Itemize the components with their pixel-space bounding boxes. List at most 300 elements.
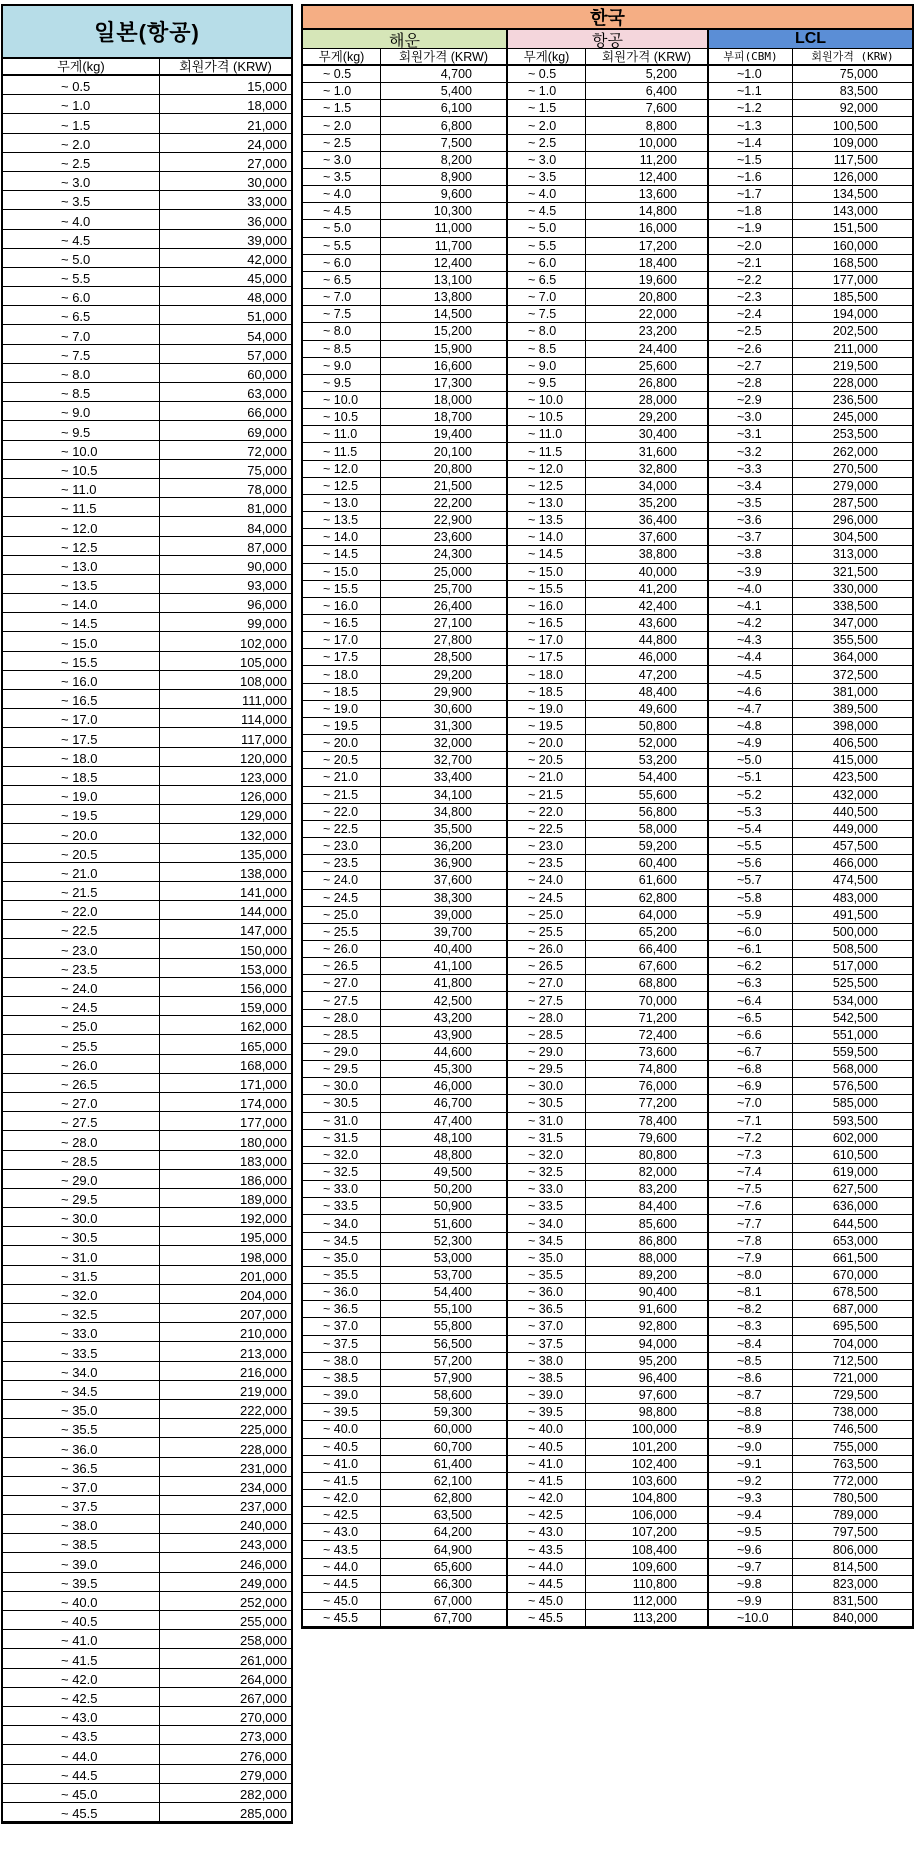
air-weight-cell: ~ 45.5: [508, 1610, 586, 1626]
weight-cell: ~ 36.5: [3, 1458, 160, 1476]
table-row: [303, 684, 912, 701]
price-cell: 129,000: [240, 808, 287, 824]
sea-price-cell: 15,200: [381, 323, 508, 339]
air-price-cell: 10,000: [586, 135, 709, 151]
lcl-volume-cell: ~6.2: [709, 958, 793, 974]
price-cell: 15,000: [247, 79, 287, 95]
sea-weight-cell: ~ 18.0: [303, 666, 381, 682]
sea-weight-cell: ~ 15.0: [303, 564, 381, 580]
sea-price-cell: 52,300: [381, 1233, 508, 1249]
lcl-volume-cell: ~1.6: [709, 169, 793, 185]
air-price-cell: 88,000: [586, 1250, 709, 1266]
sea-price-cell: 22,200: [381, 495, 508, 511]
sea-price-cell: 60,700: [381, 1439, 508, 1455]
korea-group-header: [303, 30, 912, 49]
table-row: [303, 238, 912, 255]
table-row: [3, 364, 291, 383]
lcl-volume-cell: ~7.8: [709, 1233, 793, 1249]
sea-price-cell: 29,900: [381, 684, 508, 700]
lcl-volume-cell: ~3.9: [709, 564, 793, 580]
japan-header-row: [3, 59, 291, 76]
price-cell: 228,000: [240, 1441, 287, 1457]
price-cell: 267,000: [240, 1690, 287, 1706]
air-weight-cell: ~ 18.5: [508, 684, 586, 700]
lcl-volume-cell: ~6.9: [709, 1078, 793, 1094]
air-weight-cell: ~ 5.0: [508, 220, 586, 236]
weight-cell: ~ 10.0: [3, 441, 160, 459]
sea-price-cell: 14,500: [381, 306, 508, 322]
price-cell: 234,000: [240, 1479, 287, 1495]
air-weight-cell: ~ 27.5: [508, 992, 586, 1008]
air-price-cell: 36,400: [586, 512, 709, 528]
table-row: [3, 114, 291, 133]
price-cell: 252,000: [240, 1595, 287, 1610]
sea-group-header: 해운: [303, 30, 508, 48]
table-row: [303, 1010, 912, 1027]
table-row: [3, 652, 291, 671]
weight-cell: ~ 41.5: [3, 1649, 160, 1667]
lcl-price-cell: 219,500: [832, 358, 878, 373]
weight-cell: ~ 23.0: [3, 939, 160, 957]
table-row: [3, 1707, 291, 1726]
sea-price-cell: 10,300: [381, 203, 508, 219]
weight-cell: ~ 19.5: [3, 805, 160, 823]
sea-weight-cell: ~ 18.5: [303, 684, 381, 700]
sea-weight-cell: ~ 44.5: [303, 1576, 381, 1592]
weight-cell: ~ 18.0: [3, 748, 160, 766]
table-row: [3, 441, 291, 460]
air-price-cell: 65,200: [586, 924, 709, 940]
table-row: [3, 1573, 291, 1592]
weight-cell: ~ 44.0: [3, 1745, 160, 1763]
table-row: [3, 268, 291, 287]
air-price-cell: 41,200: [586, 581, 709, 597]
table-row: [3, 325, 291, 344]
air-weight-cell: ~ 37.5: [508, 1336, 586, 1352]
air-price-cell: 101,200: [586, 1439, 709, 1455]
price-cell: 123,000: [240, 769, 287, 785]
air-price-cell: 38,800: [586, 546, 709, 562]
air-price-cell: 46,000: [586, 649, 709, 665]
price-cell: 102,000: [240, 635, 287, 651]
lcl-volume-cell: ~7.4: [709, 1164, 793, 1180]
lcl-volume-cell: ~9.7: [709, 1559, 793, 1575]
lcl-price-cell: 134,500: [832, 187, 878, 202]
table-row: [303, 1336, 912, 1353]
sea-weight-cell: ~ 7.0: [303, 289, 381, 305]
price-cell: 120,000: [240, 750, 287, 766]
sea-price-cell: 43,900: [381, 1027, 508, 1043]
korea-table-title: 한국: [303, 6, 912, 30]
air-price-cell: 58,000: [586, 821, 709, 837]
air-price-cell: 50,800: [586, 718, 709, 734]
lcl-price-cell: 109,000: [832, 135, 878, 150]
air-price-cell: 90,400: [586, 1284, 709, 1300]
lcl-price-cell: 236,500: [832, 393, 878, 408]
price-cell: 75,000: [247, 462, 287, 478]
table-row: [3, 479, 291, 498]
sea-price-cell: 41,800: [381, 975, 508, 991]
sea-weight-cell: ~ 8.0: [303, 323, 381, 339]
weight-cell: ~ 2.0: [3, 134, 160, 152]
price-cell: 210,000: [240, 1326, 287, 1342]
lcl-price-cell: 704,000: [832, 1336, 878, 1351]
table-row: [3, 613, 291, 632]
price-cell: 216,000: [240, 1364, 287, 1380]
sea-weight-cell: ~ 41.5: [303, 1473, 381, 1489]
table-row: [3, 1381, 291, 1400]
air-price-cell: 85,600: [586, 1215, 709, 1231]
price-cell: 249,000: [240, 1575, 287, 1591]
price-cell: 204,000: [240, 1288, 287, 1303]
lcl-price-cell: 211,000: [833, 341, 878, 356]
table-row: [3, 709, 291, 728]
lcl-volume-cell: ~2.9: [709, 392, 793, 408]
lcl-volume-header: 부피(CBM): [709, 49, 793, 64]
sea-price-cell: 46,700: [381, 1095, 508, 1111]
lcl-price-cell: 440,500: [832, 804, 878, 819]
lcl-price-cell: 432,000: [832, 787, 878, 802]
air-weight-cell: ~ 20.0: [508, 735, 586, 751]
lcl-volume-cell: ~5.4: [709, 821, 793, 837]
air-price-cell: 44,800: [586, 632, 709, 648]
air-price-cell: 64,000: [586, 907, 709, 923]
sea-weight-cell: ~ 9.0: [303, 358, 381, 374]
weight-cell: ~ 36.0: [3, 1438, 160, 1456]
air-weight-cell: ~ 33.5: [508, 1198, 586, 1214]
table-row: [303, 821, 912, 838]
lcl-volume-cell: ~2.7: [709, 358, 793, 374]
sea-weight-cell: ~ 11.5: [303, 443, 381, 459]
sea-price-cell: 56,500: [381, 1336, 508, 1352]
weight-cell: ~ 45.5: [3, 1803, 160, 1821]
sea-weight-cell: ~ 24.0: [303, 872, 381, 888]
table-row: [3, 556, 291, 575]
sea-weight-cell: ~ 42.5: [303, 1507, 381, 1523]
table-row: [303, 855, 912, 872]
sea-price-cell: 37,600: [381, 872, 508, 888]
table-row: [303, 1044, 912, 1061]
price-cell: 54,000: [247, 328, 287, 344]
sea-price-cell: 49,500: [381, 1164, 508, 1180]
lcl-volume-cell: ~3.4: [709, 478, 793, 494]
price-cell: 168,000: [240, 1057, 287, 1073]
air-weight-cell: ~ 7.5: [508, 306, 586, 322]
lcl-price-cell: 245,000: [832, 410, 878, 425]
air-weight-cell: ~ 25.5: [508, 924, 586, 940]
air-price-cell: 100,000: [586, 1421, 709, 1437]
table-row: [3, 690, 291, 709]
weight-cell: ~ 22.0: [3, 901, 160, 919]
table-row: [303, 1233, 912, 1250]
table-row: [3, 959, 291, 978]
price-cell: 69,000: [247, 424, 287, 440]
air-weight-cell: ~ 32.5: [508, 1164, 586, 1180]
weight-cell: ~ 22.5: [3, 920, 160, 938]
air-price-cell: 56,800: [586, 804, 709, 820]
lcl-price-cell: 687,000: [832, 1302, 878, 1317]
sea-weight-cell: ~ 39.5: [303, 1404, 381, 1420]
air-price-cell: 108,400: [586, 1541, 709, 1557]
air-weight-cell: ~ 0.5: [508, 66, 586, 82]
price-cell: 45,000: [247, 271, 287, 287]
air-price-cell: 25,600: [586, 358, 709, 374]
lcl-volume-cell: ~2.6: [709, 341, 793, 357]
weight-cell: ~ 11.0: [3, 479, 160, 497]
lcl-volume-cell: ~1.4: [709, 135, 793, 151]
weight-cell: ~ 14.0: [3, 594, 160, 612]
sea-price-cell: 42,500: [381, 992, 508, 1008]
sea-price-cell: 20,800: [381, 461, 508, 477]
lcl-price-cell: 602,000: [832, 1130, 878, 1145]
sea-price-cell: 29,200: [381, 666, 508, 682]
table-row: [3, 1189, 291, 1208]
table-row: [303, 992, 912, 1009]
air-price-cell: 19,600: [586, 272, 709, 288]
air-weight-cell: ~ 42.5: [508, 1507, 586, 1523]
table-row: [303, 1078, 912, 1095]
weight-cell: ~ 5.0: [3, 249, 160, 267]
table-row: [303, 941, 912, 958]
sea-price-cell: 53,000: [381, 1250, 508, 1266]
price-cell: 78,000: [247, 482, 287, 498]
table-row: [3, 134, 291, 153]
air-weight-cell: ~ 15.5: [508, 581, 586, 597]
air-weight-cell: ~ 26.0: [508, 941, 586, 957]
lcl-price-cell: 721,000: [832, 1370, 878, 1385]
table-row: [3, 1285, 291, 1304]
lcl-price-cell: 321,500: [832, 564, 878, 579]
air-price-cell: 23,200: [586, 323, 709, 339]
lcl-price-cell: 296,000: [832, 513, 878, 528]
table-row: [3, 1093, 291, 1112]
lcl-price-cell: 729,500: [832, 1388, 878, 1403]
weight-cell: ~ 27.5: [3, 1112, 160, 1130]
table-row: [3, 287, 291, 306]
air-weight-cell: ~ 31.0: [508, 1113, 586, 1129]
lcl-volume-cell: ~8.3: [709, 1318, 793, 1334]
price-cell: 135,000: [240, 846, 287, 862]
price-cell: 30,000: [247, 175, 287, 191]
air-weight-cell: ~ 43.0: [508, 1524, 586, 1540]
air-weight-cell: ~ 25.0: [508, 907, 586, 923]
sea-weight-cell: ~ 37.0: [303, 1318, 381, 1334]
table-row: [3, 1496, 291, 1515]
price-cell: 60,000: [247, 367, 287, 382]
air-price-cell: 53,200: [586, 752, 709, 768]
lcl-price-cell: 338,500: [832, 598, 878, 613]
sea-weight-cell: ~ 38.5: [303, 1370, 381, 1386]
weight-cell: ~ 45.0: [3, 1784, 160, 1802]
sea-weight-cell: ~ 17.5: [303, 649, 381, 665]
japan-table-title: 일본(항공): [3, 6, 291, 59]
air-price-cell: 13,600: [586, 186, 709, 202]
sea-price-cell: 25,000: [381, 564, 508, 580]
air-price-cell: 84,400: [586, 1198, 709, 1214]
air-weight-cell: ~ 41.5: [508, 1473, 586, 1489]
sea-price-cell: 61,400: [381, 1456, 508, 1472]
sea-weight-cell: ~ 27.5: [303, 992, 381, 1008]
sea-weight-cell: ~ 5.5: [303, 238, 381, 254]
table-row: [3, 1438, 291, 1457]
weight-cell: ~ 42.5: [3, 1688, 160, 1706]
sea-weight-cell: ~ 32.0: [303, 1147, 381, 1163]
table-row: [303, 838, 912, 855]
table-row: [303, 1473, 912, 1490]
sea-price-cell: 62,800: [381, 1490, 508, 1506]
sea-price-cell: 23,600: [381, 529, 508, 545]
sea-weight-cell: ~ 30.5: [303, 1095, 381, 1111]
table-row: [3, 1515, 291, 1534]
table-row: [303, 1164, 912, 1181]
air-price-cell: 16,000: [586, 220, 709, 236]
lcl-volume-cell: ~9.3: [709, 1490, 793, 1506]
table-row: [3, 1592, 291, 1611]
lcl-price-cell: 840,000: [832, 1611, 878, 1626]
lcl-volume-cell: ~7.7: [709, 1215, 793, 1231]
price-cell: 150,000: [240, 942, 287, 958]
table-row: [3, 95, 291, 114]
price-cell: 126,000: [240, 789, 287, 805]
sea-weight-cell: ~ 39.0: [303, 1387, 381, 1403]
sea-weight-cell: ~ 44.0: [303, 1559, 381, 1575]
lcl-volume-cell: ~9.1: [709, 1456, 793, 1472]
table-row: [303, 117, 912, 134]
air-price-cell: 74,800: [586, 1061, 709, 1077]
lcl-volume-cell: ~7.1: [709, 1113, 793, 1129]
weight-cell: ~ 2.5: [3, 153, 160, 171]
price-cell: 36,000: [247, 213, 287, 229]
price-cell: 180,000: [240, 1134, 287, 1150]
air-price-cell: 31,600: [586, 443, 709, 459]
lcl-price-cell: 483,000: [832, 890, 878, 905]
table-row: [3, 786, 291, 805]
air-weight-cell: ~ 35.0: [508, 1250, 586, 1266]
air-price-cell: 95,200: [586, 1353, 709, 1369]
sea-weight-cell: ~ 5.0: [303, 220, 381, 236]
table-row: [303, 1250, 912, 1267]
weight-cell: ~ 25.5: [3, 1035, 160, 1053]
lcl-price-cell: 194,000: [832, 307, 878, 322]
table-row: [303, 1576, 912, 1593]
table-row: [303, 632, 912, 649]
lcl-price-cell: 143,000: [832, 204, 878, 219]
sea-price-cell: 36,200: [381, 838, 508, 854]
lcl-volume-cell: ~2.5: [709, 323, 793, 339]
table-row: [303, 1559, 912, 1576]
air-price-cell: 29,200: [586, 409, 709, 425]
lcl-price-cell: 117,500: [833, 152, 878, 167]
table-row: [3, 191, 291, 210]
air-weight-cell: ~ 23.5: [508, 855, 586, 871]
table-row: [3, 421, 291, 440]
table-row: [3, 1208, 291, 1227]
weight-cell: ~ 9.5: [3, 421, 160, 439]
air-weight-cell: ~ 10.0: [508, 392, 586, 408]
air-price-cell: 76,000: [586, 1078, 709, 1094]
air-weight-cell: ~ 8.0: [508, 323, 586, 339]
air-price-cell: 89,200: [586, 1267, 709, 1283]
air-weight-cell: ~ 4.5: [508, 203, 586, 219]
air-price-cell: 62,800: [586, 890, 709, 906]
lcl-price-cell: 270,500: [832, 461, 878, 476]
sea-weight-cell: ~ 3.0: [303, 152, 381, 168]
lcl-price-cell: 75,000: [839, 67, 878, 82]
lcl-volume-cell: ~5.3: [709, 804, 793, 820]
price-cell: 213,000: [240, 1345, 287, 1361]
sea-weight-cell: ~ 37.5: [303, 1336, 381, 1352]
sea-weight-cell: ~ 35.0: [303, 1250, 381, 1266]
price-cell: 72,000: [247, 443, 287, 459]
table-row: [303, 1370, 912, 1387]
lcl-price-cell: 806,000: [832, 1542, 878, 1557]
air-price-cell: 20,800: [586, 289, 709, 305]
air-weight-cell: ~ 26.5: [508, 958, 586, 974]
air-price-cell: 22,000: [586, 306, 709, 322]
table-row: [303, 787, 912, 804]
air-price-cell: 79,600: [586, 1130, 709, 1146]
table-row: [303, 1301, 912, 1318]
price-cell: 66,000: [247, 405, 287, 421]
price-cell: 93,000: [247, 578, 287, 594]
table-row: [3, 1630, 291, 1649]
weight-cell: ~ 26.0: [3, 1055, 160, 1073]
sea-price-cell: 35,500: [381, 821, 508, 837]
lcl-price-cell: 542,500: [832, 1010, 878, 1025]
air-price-cell: 8,800: [586, 117, 709, 133]
table-row: [3, 1112, 291, 1131]
table-row: [3, 537, 291, 556]
price-cell: 237,000: [240, 1499, 287, 1515]
lcl-volume-cell: ~6.7: [709, 1044, 793, 1060]
lcl-price-cell: 100,500: [832, 118, 878, 133]
table-row: [3, 1784, 291, 1803]
air-weight-cell: ~ 17.0: [508, 632, 586, 648]
weight-cell: ~ 38.5: [3, 1534, 160, 1552]
air-weight-cell: ~ 35.5: [508, 1267, 586, 1283]
lcl-volume-cell: ~8.7: [709, 1387, 793, 1403]
sea-price-cell: 51,600: [381, 1215, 508, 1231]
table-row: [303, 872, 912, 889]
lcl-price-cell: 491,500: [832, 907, 878, 922]
table-row: [3, 1669, 291, 1688]
weight-cell: ~ 26.5: [3, 1074, 160, 1092]
air-price-cell: 12,400: [586, 169, 709, 185]
lcl-price-cell: 678,500: [832, 1285, 878, 1300]
air-weight-cell: ~ 14.5: [508, 546, 586, 562]
lcl-volume-cell: ~3.5: [709, 495, 793, 511]
weight-cell: ~ 12.0: [3, 517, 160, 535]
lcl-price-cell: 177,000: [832, 272, 878, 287]
price-cell: 285,000: [240, 1806, 287, 1822]
table-row: [303, 564, 912, 581]
sea-weight-cell: ~ 38.0: [303, 1353, 381, 1369]
lcl-volume-cell: ~5.5: [709, 838, 793, 854]
table-row: [303, 581, 912, 598]
price-cell: 81,000: [247, 501, 287, 517]
lcl-price-cell: 585,000: [832, 1096, 878, 1111]
air-weight-cell: ~ 22.0: [508, 804, 586, 820]
weight-cell: ~ 18.5: [3, 767, 160, 785]
weight-cell: ~ 8.5: [3, 383, 160, 401]
table-row: [303, 718, 912, 735]
table-row: [303, 1593, 912, 1610]
table-row: [3, 249, 291, 268]
lcl-volume-cell: ~4.4: [709, 649, 793, 665]
lcl-price-cell: 610,500: [832, 1147, 878, 1162]
lcl-volume-cell: ~1.9: [709, 220, 793, 236]
sea-weight-cell: ~ 21.5: [303, 787, 381, 803]
